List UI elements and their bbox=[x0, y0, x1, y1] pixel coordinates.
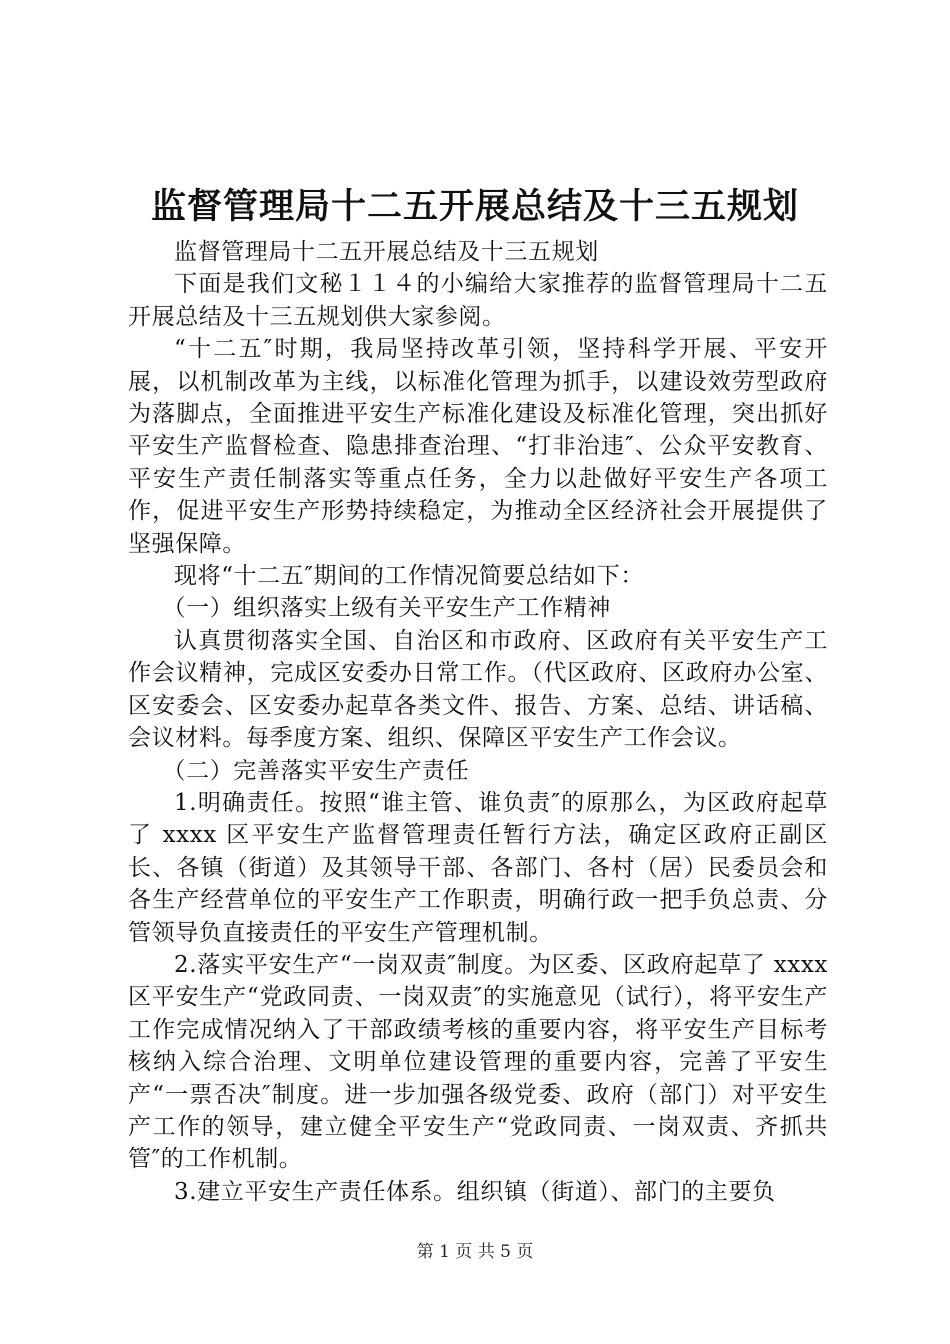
section-heading-1: （一）组织落实上级有关平安生产工作精神 bbox=[162, 595, 611, 622]
document-body bbox=[128, 236, 828, 1208]
paragraph-intro: 下面是我们文秘１１４的小编给大家推荐的监督管理局十二五开展总结及十三五规划供大家参阅。 bbox=[128, 271, 828, 330]
paragraph-item-3: 3.建立平安生产责任体系。组织镇（街道）、部门的主要负 bbox=[174, 1178, 776, 1205]
paragraph-item-1: 1.明确责任。按照“谁主管、谁负责″的原那么，为区政府起草了 xxxx 区平安生产监督管理责任暂行方法，确定区政府正副区长、各镇（街道）及其领导干部、各部门、各村（居）民委员会和各生产经营单位的平安生产工作职责，明确行政一把手负总责、分管领导负直接责任的平安生产管理机制。 bbox=[128, 789, 828, 946]
section-heading-2: （二）完善落实平安生产责任 bbox=[162, 757, 470, 784]
paragraph-subtitle: 监督管理局十二五开展总结及十三五规划 bbox=[174, 239, 599, 265]
page-footer: 第 1 页 共 5 页 bbox=[416, 1242, 534, 1262]
paragraph-item-2: 2.落实平安生产“一岗双责″制度。为区委、区政府起草了 xxxx 区平安生产“党政同责、一岗双责″的实施意见（试行），将平安生产工作完成情况纳入了干部政绩考核的重要内容，将平安生产目标考核纳入综合治理、文明单位建设管理的重要内容，完善了平安生产“一票否决″制度。进一步加强各级党委、政府（部门）对平安生产工作的领导，建立健全平安生产“党政同责、一岗双责、齐抓共管″的工作机制。 bbox=[128, 951, 828, 1173]
document-title: 监督管理局十二五开展总结及十三五规划 bbox=[150, 186, 799, 227]
paragraph-overview: “十二五″时期，我局坚持改革引领，坚持科学开展、平安开展，以机制改革为主线，以标准化管理为抓手，以建设效劳型政府为落脚点，全面推进平安生产标准化建设及标准化管理，突出抓好平安生产监督检查、隐患排查治理、“打非治违″、公众平安教育、平安生产责任制落实等重点任务，全力以赴做好平安生产各项工作，促进平安生产形势持续稳定，为推动全区经济社会开展提供了坚强保障。 bbox=[128, 336, 828, 557]
paragraph-section-1: 认真贯彻落实全国、自治区和市政府、区政府有关平安生产工作会议精神，完成区安委办日常工作。（代区政府、区政府办公室、区安委会、区安委办起草各类文件、报告、方案、总结、讲话稿、会议材料。每季度方案、组织、保障区平安生产工作会议。 bbox=[128, 627, 828, 752]
paragraph-summary-lead: 现将“十二五″期间的工作情况简要总结如下： bbox=[174, 563, 644, 590]
